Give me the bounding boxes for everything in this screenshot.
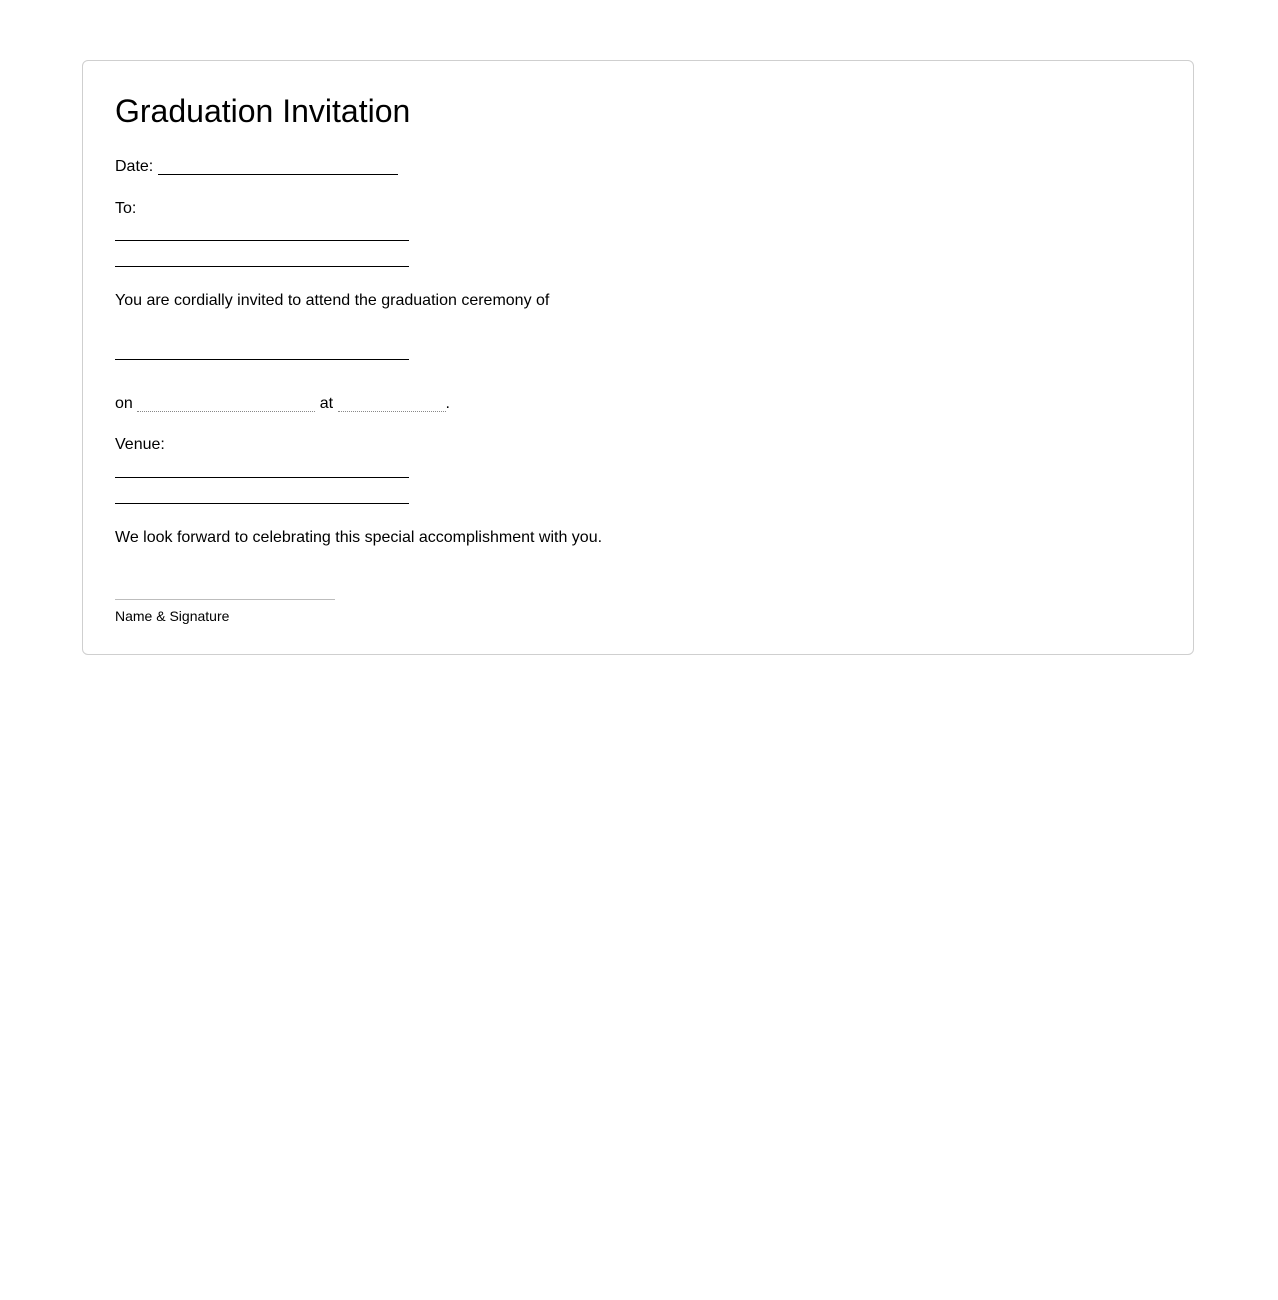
venue-line-2[interactable] <box>115 503 409 504</box>
date-label: Date: <box>115 158 154 175</box>
invite-text: You are cordially invited to attend the graduation ceremony of <box>115 292 550 309</box>
signature-label: Name & Signature <box>115 608 230 624</box>
date-field-line[interactable] <box>158 174 398 175</box>
invitation-card <box>82 60 1194 655</box>
venue-label: Venue: <box>115 436 165 453</box>
graduate-name-line[interactable] <box>115 359 409 360</box>
venue-line-1[interactable] <box>115 477 409 478</box>
closing-text: We look forward to celebrating this special accomplishment with you. <box>115 529 603 546</box>
ceremony-date-field[interactable] <box>137 411 315 412</box>
to-line-1[interactable] <box>115 240 409 241</box>
page-title: Graduation Invitation <box>115 93 411 129</box>
to-line-2[interactable] <box>115 266 409 267</box>
at-label: at <box>319 395 334 412</box>
date-time-row <box>115 394 450 414</box>
to-label: To: <box>115 200 137 217</box>
ceremony-time-field[interactable] <box>338 411 446 412</box>
period-mark: . <box>445 395 450 412</box>
on-label: on <box>115 395 133 412</box>
signature-line[interactable] <box>115 599 335 600</box>
